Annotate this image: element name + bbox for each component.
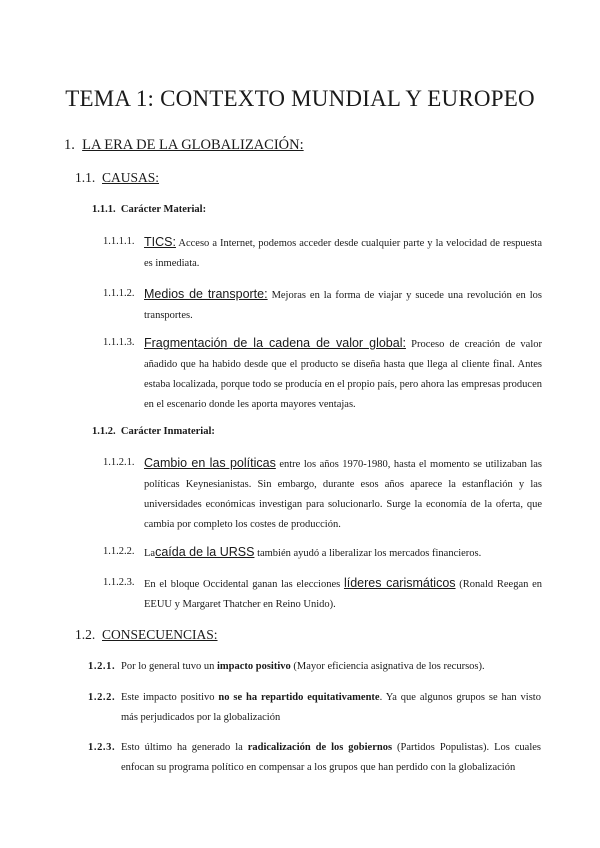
item-pre: La [144, 548, 156, 559]
item-bold: impacto positivo [216, 661, 291, 672]
item-bold: no se ha repartido equitativamente [218, 692, 380, 703]
item-number: 1.2.2. [88, 692, 116, 703]
section-number: 1. [64, 137, 75, 153]
item-label: líderes carismáticos [343, 576, 456, 590]
item-label: Cambio en las políticas [144, 456, 276, 470]
item-bold: radicalización de los gobiernos [247, 742, 393, 753]
heading-number: 1.1.2. [92, 426, 116, 437]
subsection-heading-consecuencias [75, 627, 218, 643]
subsection-number: 1.1. [75, 170, 96, 185]
heading-label: Carácter Inmaterial: [120, 426, 215, 437]
subsection-label: CONSECUENCIAS: [102, 627, 218, 642]
item-tics [144, 232, 542, 274]
item-text: . Ya que algunos grupos se han visto más perjudicados por la globalización [121, 692, 541, 723]
item-text: Proceso de creación de valor añadido que ha habido desde que el producto se diseña hasta que llega al cliente final. Antes estaba localizada, porque todo se producía en el propio país, pero ahora las empresas producen en el escenario donde les aporta mayores ventajas. [144, 339, 542, 410]
item-pre: Este impacto positivo [121, 692, 215, 703]
item-text: Acceso a Internet, podemos acceder desde cualquier parte y la velocidad de respuesta es inmediata. [144, 238, 543, 269]
item-lideres [144, 573, 542, 615]
item-radicalizacion [121, 738, 541, 778]
item-transporte [144, 284, 542, 326]
item-label: caída de la URSS [155, 545, 255, 559]
item-number: 1.1.1.1. [103, 236, 135, 247]
item-number: 1.1.2.3. [103, 577, 135, 588]
item-cadena-valor [144, 333, 542, 415]
item-label: Fragmentación de la cadena de valor global: [144, 336, 406, 350]
item-impacto-positivo [121, 657, 541, 677]
subsection-heading-causas [75, 170, 159, 186]
item-number: 1.2.3. [88, 742, 116, 753]
item-label: Medios de transporte: [144, 287, 268, 301]
item-number: 1.2.1. [88, 661, 116, 672]
item-pre: En el bloque Occidental ganan las elecciones [144, 579, 341, 590]
heading-label: Carácter Material: [120, 204, 207, 215]
item-pre: Por lo general tuvo un [121, 661, 215, 672]
section-heading-1 [64, 137, 304, 154]
item-cambio-politicas [144, 453, 542, 535]
item-text: (Mayor eficiencia asignativa de los recursos). [293, 661, 485, 672]
item-label: TICS: [144, 235, 176, 249]
subsection-label: CAUSAS: [102, 170, 160, 185]
item-number: 1.1.1.2. [103, 288, 135, 299]
item-text: (Partidos Populistas). Los cuales enfocan su programa político en compensar a los grupos que han perdido con la globalización [121, 742, 541, 773]
item-number: 1.1.1.3. [103, 337, 135, 348]
page-title: TEMA 1: CONTEXTO MUNDIAL Y EUROPEO [65, 86, 535, 111]
item-urss [144, 542, 542, 564]
heading-inmaterial [92, 426, 215, 437]
section-label: LA ERA DE LA GLOBALIZACIÓN: [82, 137, 304, 153]
item-number: 1.1.2.2. [103, 546, 135, 557]
heading-material [92, 204, 206, 215]
item-text: entre los años 1970-1980, hasta el momento se utilizaban las políticas Keynesianistas. Sin embargo, durante esos años aparece la estanflación y las universidades económicas investigan para solucionarlo. Surge la economía de la oferta, que cambia por completo los costes de producción. [144, 459, 543, 530]
item-reparto [121, 688, 541, 728]
item-text: Mejoras en la forma de viajar y sucede una revolución en los transportes. [144, 290, 543, 321]
heading-number: 1.1.1. [92, 204, 116, 215]
item-number: 1.1.2.1. [103, 457, 135, 468]
subsection-number: 1.2. [75, 627, 96, 642]
item-text: (Ronald Reegan en EEUU y Margaret Thatcher en Reino Unido). [144, 579, 543, 610]
item-pre: Esto último ha generado la [121, 742, 243, 753]
item-text: también ayudó a liberalizar los mercados financieros. [257, 548, 482, 559]
